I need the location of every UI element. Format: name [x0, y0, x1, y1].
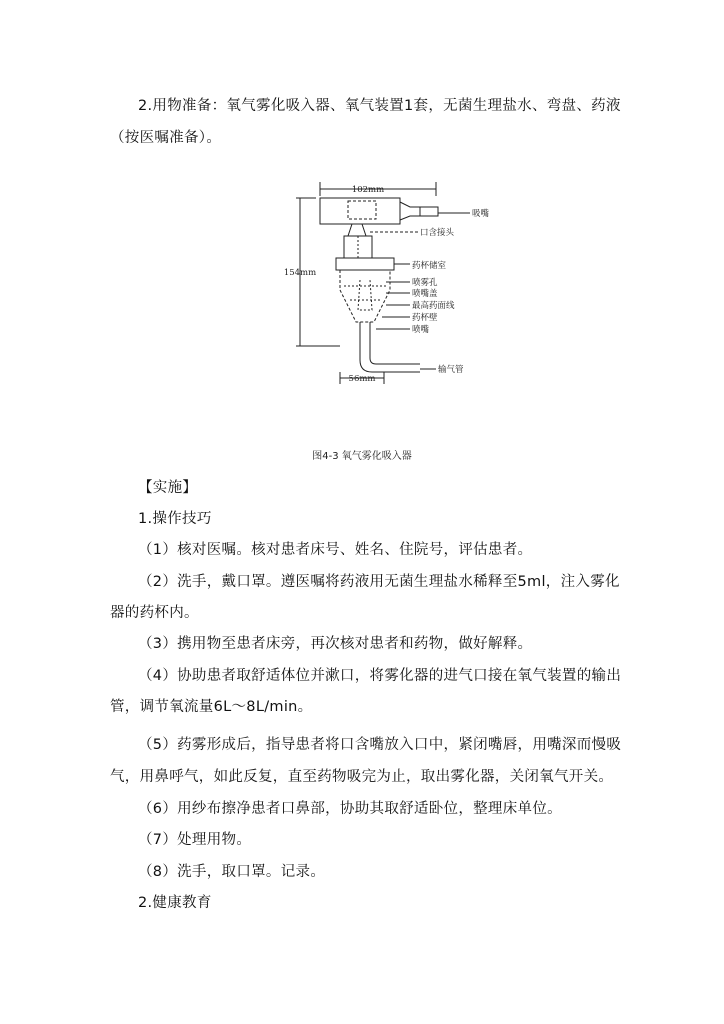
- label-cup-chamber: 药杯储室: [412, 261, 447, 271]
- subsection-title-1: 1.操作技巧: [138, 511, 212, 527]
- step-5-line-2: 气，用鼻呼气，如此反复，直至药物吸完为止，取出雾化器，关闭氧气开关。: [110, 769, 614, 785]
- step-2-line-1: （2）洗手，戴口罩。遵医嘱将药液用无菌生理盐水稀释至5ml，注入雾化: [138, 574, 620, 590]
- step-5-line-1: （5）药雾形成后，指导患者将口含嘴放入口中，紧闭嘴唇，用嘴深而慢吸: [138, 737, 622, 753]
- label-max-level: 最高药面线: [412, 301, 455, 311]
- materials-line-2: （按医嘱准备）。: [110, 130, 222, 146]
- step-1: （1）核对医嘱。核对患者床号、姓名、住院号，评估患者。: [138, 542, 533, 558]
- step-8: （8）洗手，取口罩。记录。: [138, 864, 326, 880]
- figure-caption: 图4-3 氧气雾化吸入器: [312, 451, 412, 462]
- step-4-line-1: （4）协助患者取舒适体位并漱口，将雾化器的进气口接在氧气装置的输出: [138, 668, 622, 684]
- label-air-tube: 输气管: [438, 365, 464, 375]
- materials-line-1: 2.用物准备：氧气雾化吸入器、氧气装置1套，无菌生理盐水、弯盘、药液: [138, 98, 621, 114]
- label-nozzle: 喷嘴: [412, 325, 430, 335]
- step-7: （7）处理用物。: [138, 832, 252, 848]
- nebulizer-diagram: [0, 0, 724, 440]
- nebulizer-illustration: [296, 182, 470, 384]
- dim-bottom-label: 56mm: [348, 374, 376, 384]
- label-cup-wall: 药杯壁: [412, 313, 438, 323]
- step-3: （3）携用物至患者床旁，再次核对患者和药物，做好解释。: [138, 636, 533, 652]
- label-mouth-connector: 口含接头: [420, 228, 455, 238]
- step-4-line-2: 管，调节氧流量6L～8L/min。: [110, 699, 313, 715]
- dim-height-label: 154mm: [283, 268, 317, 278]
- label-mouthpiece: 吸嘴: [472, 209, 490, 219]
- dim-width-label: 102mm: [351, 185, 385, 195]
- step-2-line-2: 器的药杯内。: [110, 605, 199, 621]
- section-title: 【实施】: [138, 480, 198, 496]
- step-6: （6）用纱布擦净患者口鼻部，协助其取舒适卧位，整理床单位。: [138, 801, 562, 817]
- label-nozzle-cap: 喷嘴盖: [412, 289, 438, 299]
- subsection-title-2: 2.健康教育: [138, 895, 212, 911]
- label-spray-hole: 喷雾孔: [412, 278, 438, 288]
